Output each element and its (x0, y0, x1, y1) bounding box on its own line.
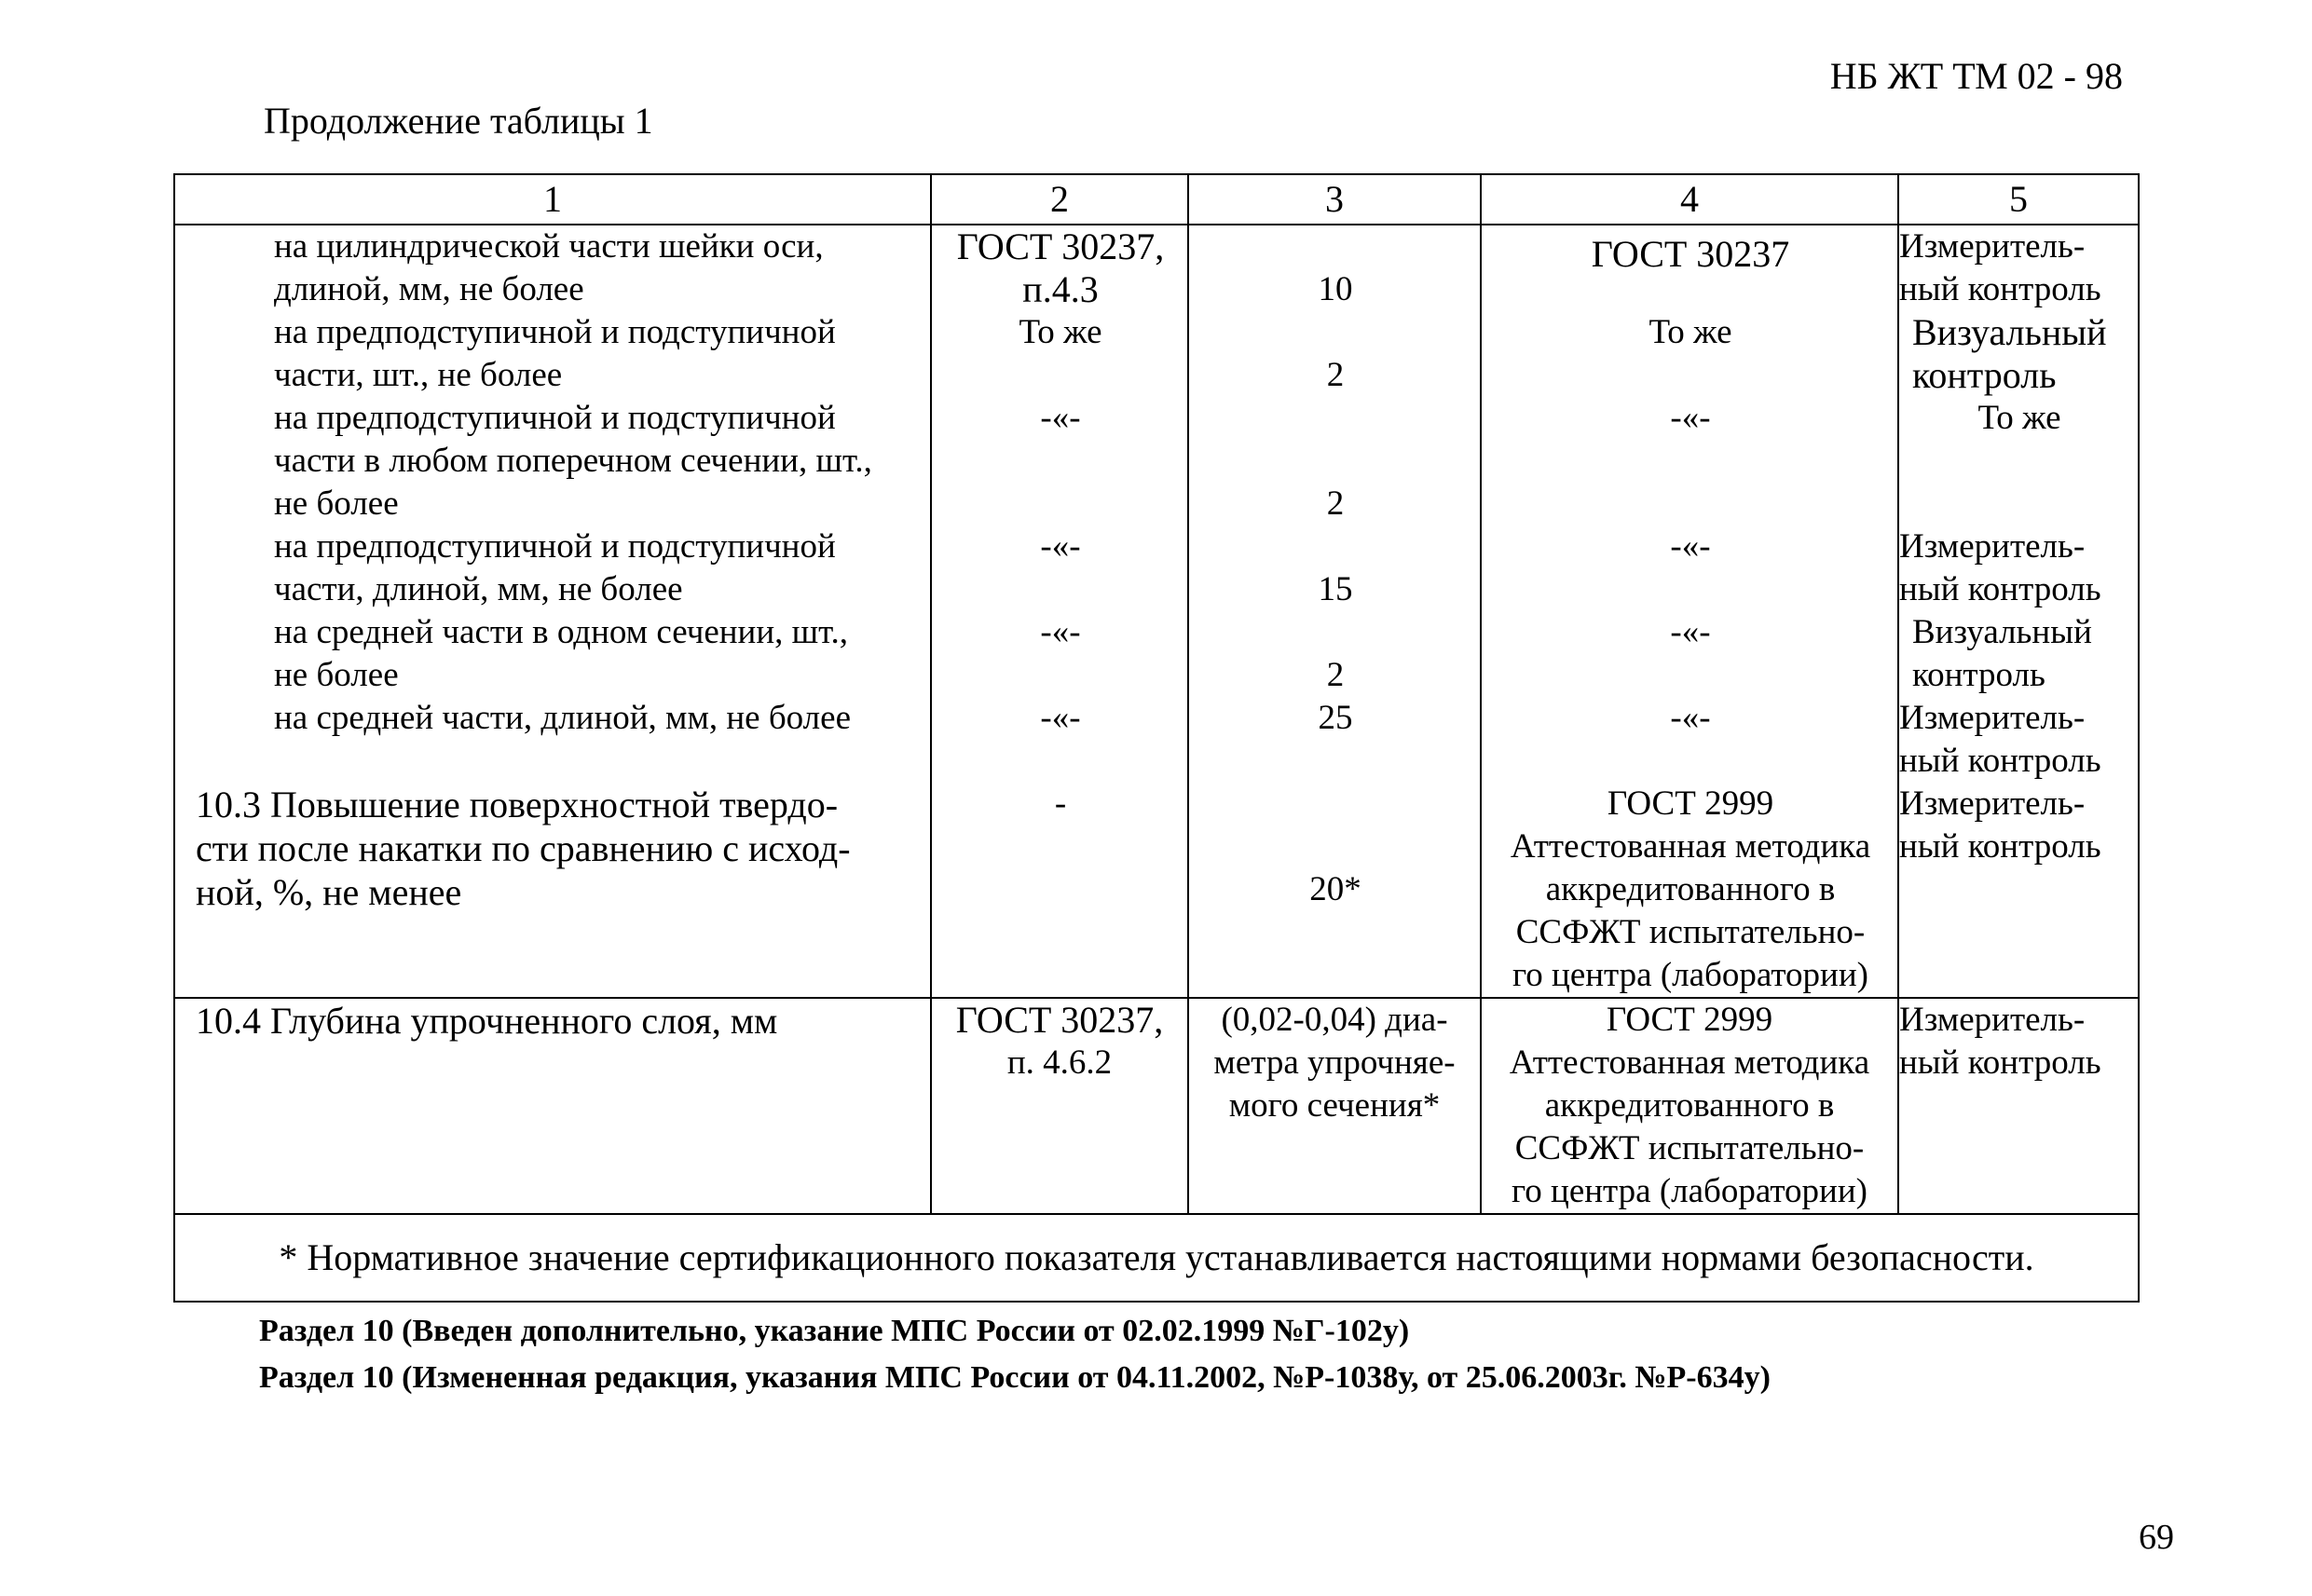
table-cell: на предподступичной и подступичной части, длиной, мм, не более (274, 527, 836, 608)
table-cell: То же (1977, 399, 2061, 437)
table-cell: Измеритель- ный контроль (1898, 998, 2139, 1214)
table-cell: 10 (1318, 270, 1353, 308)
column-divider (1897, 225, 1899, 997)
column-divider (930, 225, 932, 997)
table-cell: ГОСТ 30237 (1591, 233, 1790, 275)
column-header: 2 (931, 174, 1188, 225)
table-header-row (174, 174, 2139, 225)
document-code: НБ ЖТ ТМ 02 - 98 (1829, 55, 2123, 97)
body-grid (175, 225, 2138, 997)
table-cell: 2 (1326, 356, 1345, 394)
table-cell: -«- (1670, 613, 1711, 651)
table-cell: Измеритель- ный контроль (1899, 784, 2101, 866)
table-cell: -«- (1670, 399, 1711, 437)
table-cell: 20* (1309, 870, 1361, 908)
table-footnote: * Нормативное значение сертификационного показателя устанавливается настоящими нормами безопасности. (174, 1214, 2139, 1302)
table-cell: 2 (1326, 484, 1345, 523)
table-cell: 10.3 Повышение поверхностной твердо- сти после накатки по сравнению с исход- ной, %, не менее (196, 784, 851, 913)
table-cell: 2 (1326, 656, 1345, 694)
table-cell: на предподступичной и подступичной части в любом поперечном сечении, шт., не более (274, 399, 872, 523)
column-divider (1187, 225, 1189, 997)
table-cell: -«- (1040, 613, 1081, 651)
table-cell: То же (1019, 313, 1102, 351)
table-cell: Визуальный контроль (1912, 311, 2107, 396)
table-body-block (174, 225, 2139, 998)
column-header: 4 (1481, 174, 1898, 225)
table-cell: -«- (1040, 399, 1081, 437)
table-cell: То же (1648, 313, 1732, 351)
table-cell: -«- (1040, 699, 1081, 737)
table-cell: ГОСТ 30237, п. 4.6.2 (931, 998, 1188, 1214)
table-footnote-row (174, 1214, 2139, 1302)
table-cell: -«- (1670, 527, 1711, 566)
table-cell: Измеритель- ный контроль (1899, 227, 2101, 308)
table-cell: Измеритель- ный контроль (1899, 699, 2101, 780)
table-cell: (0,02-0,04) диа- метра упрочняе- мого сечения* (1188, 998, 1481, 1214)
column-header: 1 (174, 174, 931, 225)
table-cell: Визуальный контроль (1912, 613, 2092, 694)
table-cell: ГОСТ 2999 Аттестованная методика аккредитованного в ССФЖТ испытательно- го центра (лаборатории) (1481, 998, 1898, 1214)
table-cell: - (1054, 784, 1067, 823)
column-header: 3 (1188, 174, 1481, 225)
table-cell: на цилиндрической части шейки оси, длиной, мм, не более (274, 227, 824, 308)
standards-table (173, 173, 2140, 1303)
table-cell: Измеритель- ный контроль (1899, 527, 2101, 608)
amendment-note: Раздел 10 (Измененная редакция, указания МПС России от 04.11.2002, №Р-1038у, от 25.06.2003г. №Р-634у) (259, 1360, 1771, 1395)
table-cell: -«- (1670, 699, 1711, 737)
table-row-10-4 (174, 998, 2139, 1214)
amendment-note: Раздел 10 (Введен дополнительно, указание МПС России от 02.02.1999 №Г-102у) (259, 1314, 1410, 1348)
page-number: 69 (2139, 1518, 2174, 1557)
table-cell: 15 (1318, 570, 1353, 608)
table-cell: ГОСТ 30237, п.4.3 (956, 225, 1165, 310)
table-cell: 10.4 Глубина упрочненного слоя, мм (174, 998, 931, 1214)
table-cell: на средней части, длиной, мм, не более (274, 699, 851, 737)
table-cell: на средней части в одном сечении, шт., не более (274, 613, 849, 694)
table-cell: на предподступичной и подступичной части, шт., не более (274, 313, 836, 394)
table-cell: 25 (1318, 699, 1353, 737)
table-cell: ГОСТ 2999 Аттестованная методика аккредитованного в ССФЖТ испытательно- го центра (лаборатории) (1510, 784, 1871, 994)
amendment-notes (259, 1308, 1771, 1401)
column-divider (1480, 225, 1482, 997)
table-continuation-title: Продолжение таблицы 1 (264, 100, 653, 142)
column-header: 5 (1898, 174, 2139, 225)
table-cell: -«- (1040, 527, 1081, 566)
